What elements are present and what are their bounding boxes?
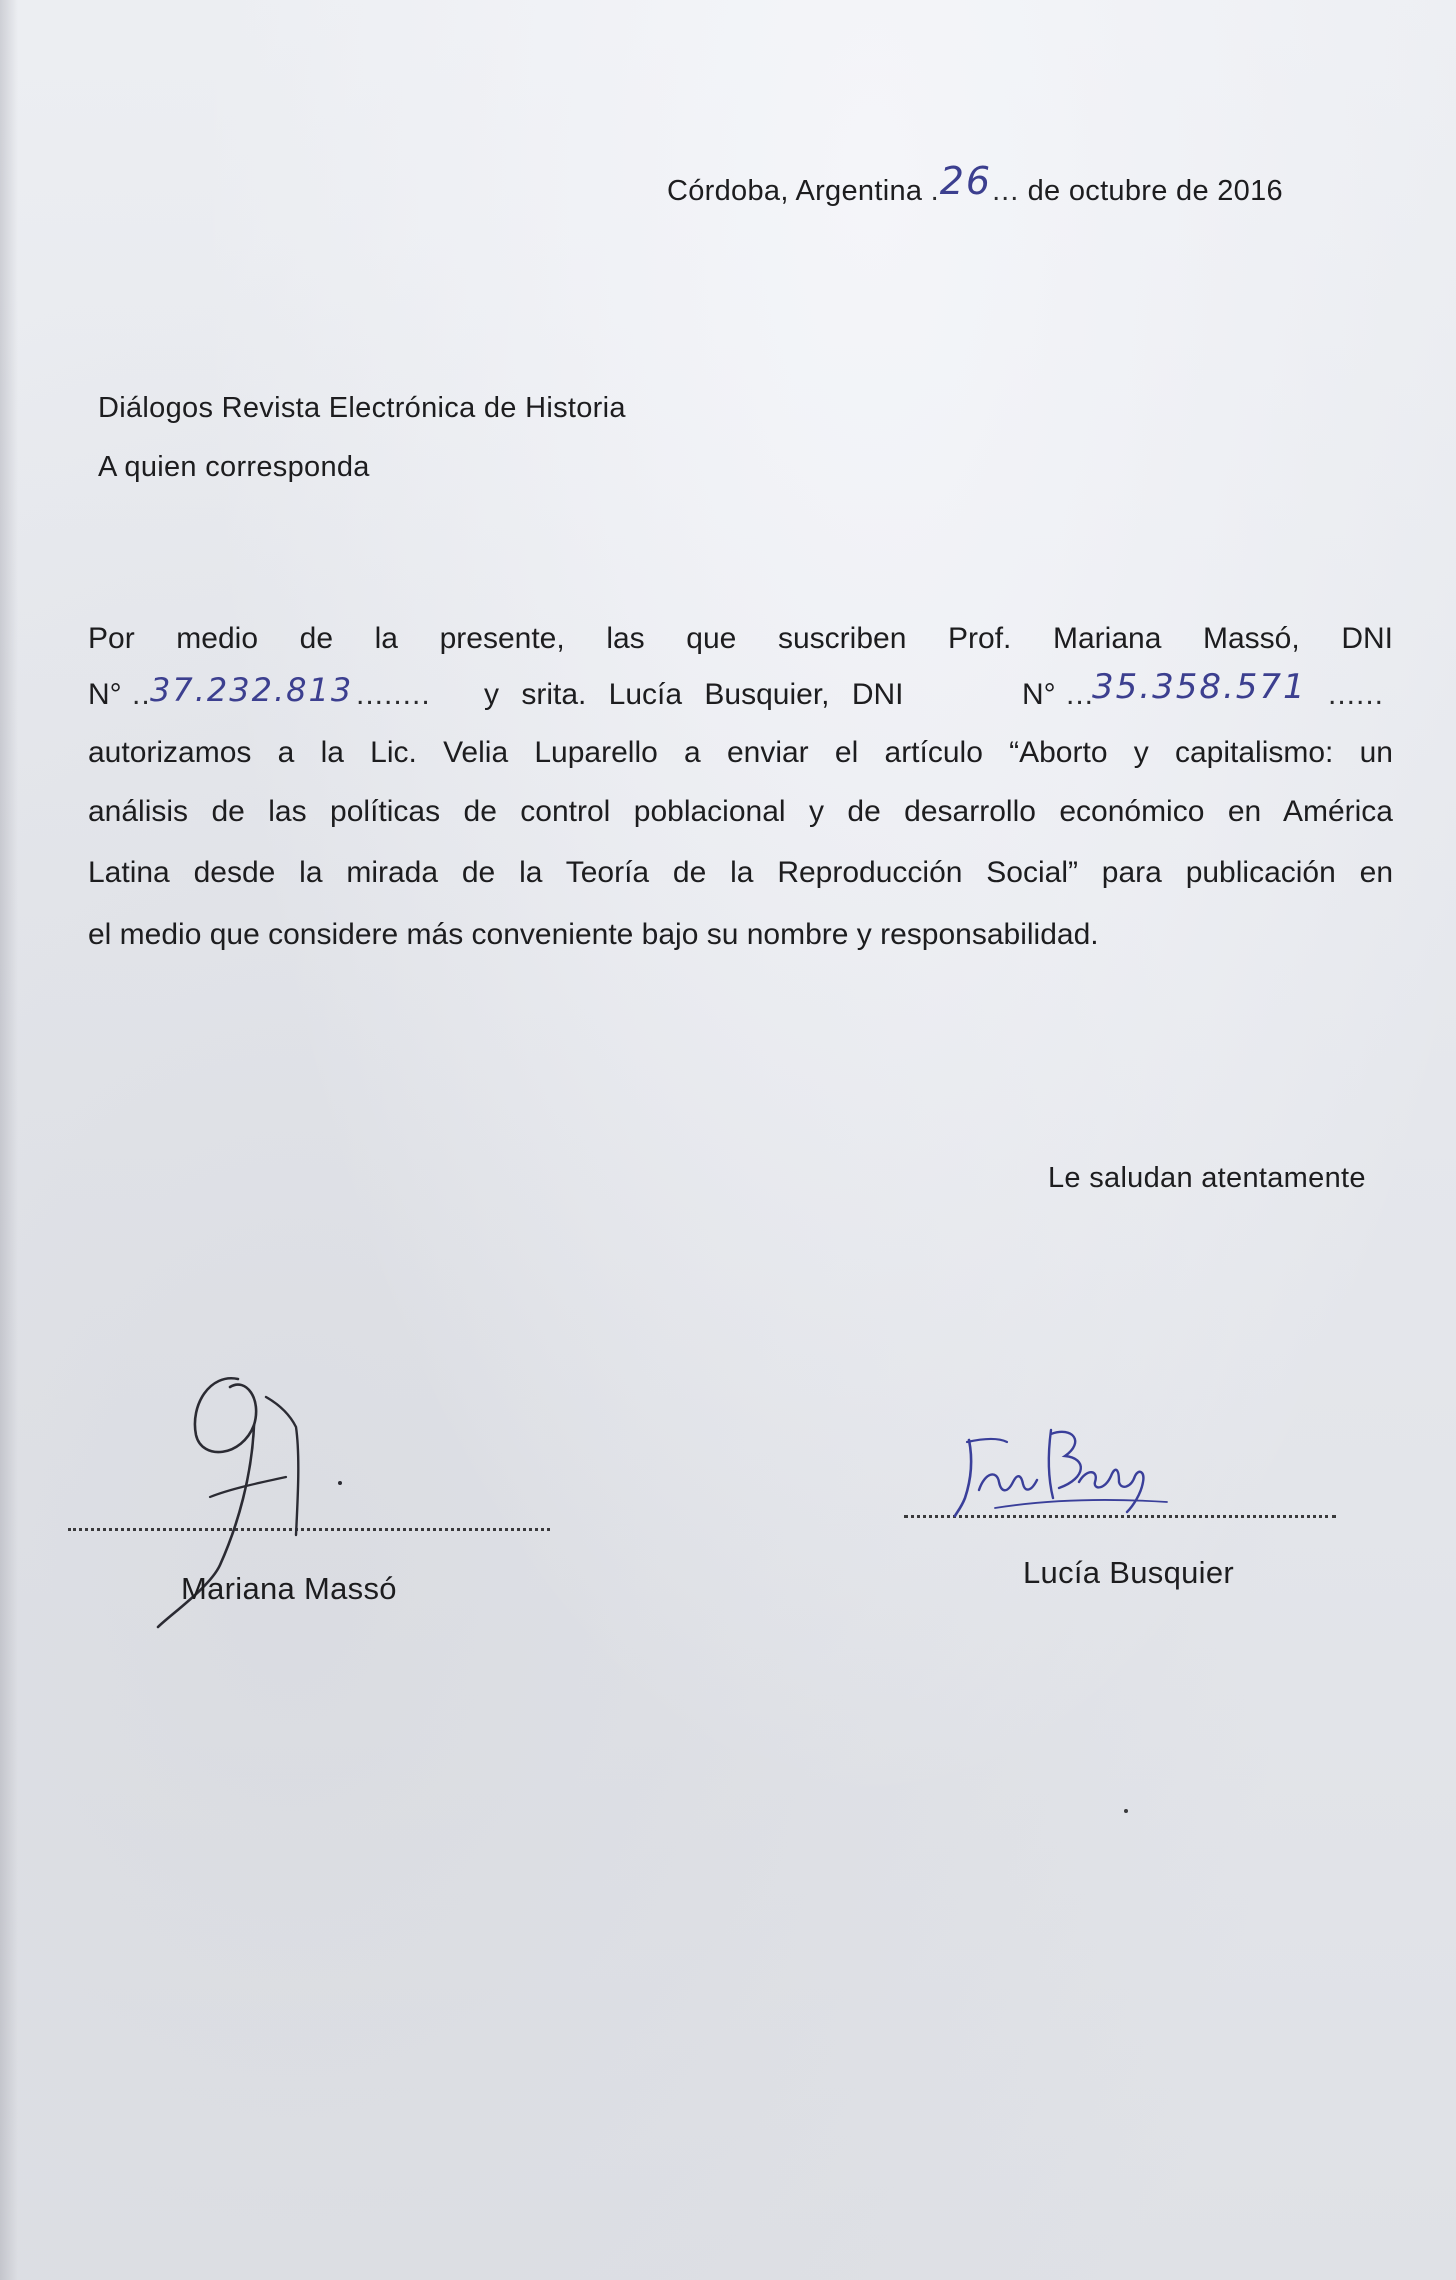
recipient-line-2: A quien corresponda (98, 451, 370, 483)
handwritten-dni-1: 37.232.813 (150, 671, 354, 709)
body-line-4: análisis de las políticas de control poblacional y de desarrollo económico en América (88, 795, 1393, 828)
handwritten-dni-2: 35.358.571 (1092, 667, 1307, 707)
body-line-2-middle: y srita. Lucía Busquier, DNI (484, 678, 904, 711)
signature-name-2: Lucía Busquier (1023, 1555, 1234, 1590)
signature-2-icon (955, 1420, 1185, 1520)
body-line-3: autorizamos a la Lic. Velia Luparello a enviar el artículo “Aborto y capitalismo: un (88, 736, 1393, 769)
date-place: Córdoba, Argentina (667, 175, 923, 207)
dni2-dots-after: ...... (1328, 678, 1385, 711)
date-line (667, 159, 1283, 207)
dni1-dots-after: ........ (356, 678, 431, 711)
day-dots-before: . (930, 175, 940, 207)
dni2-dots-before: ... (1066, 678, 1095, 711)
signature-name-1: Mariana Massó (181, 1571, 397, 1606)
paper-speck (1124, 1809, 1128, 1813)
body-line-5: Latina desde la mirada de la Teoría de la Reproducción Social” para publicación en (88, 856, 1393, 889)
body-line-1: Por medio de la presente, las que suscriben Prof. Mariana Massó, DNI (88, 622, 1393, 655)
recipient-line-1: Diálogos Revista Electrónica de Historia (98, 392, 626, 424)
dni-label-2: N° (1022, 678, 1056, 711)
dni-label-1: N° (88, 678, 122, 711)
handwritten-day: 26 (939, 159, 993, 203)
day-dots-after: ... (992, 175, 1020, 207)
closing-text: Le saludan atentamente (1048, 1162, 1366, 1194)
dni1-dots-before: .. (132, 678, 151, 711)
date-rest: de octubre de 2016 (1027, 175, 1283, 207)
body-line-6: el medio que considere más conveniente bajo su nombre y responsabilidad. (88, 918, 1099, 951)
